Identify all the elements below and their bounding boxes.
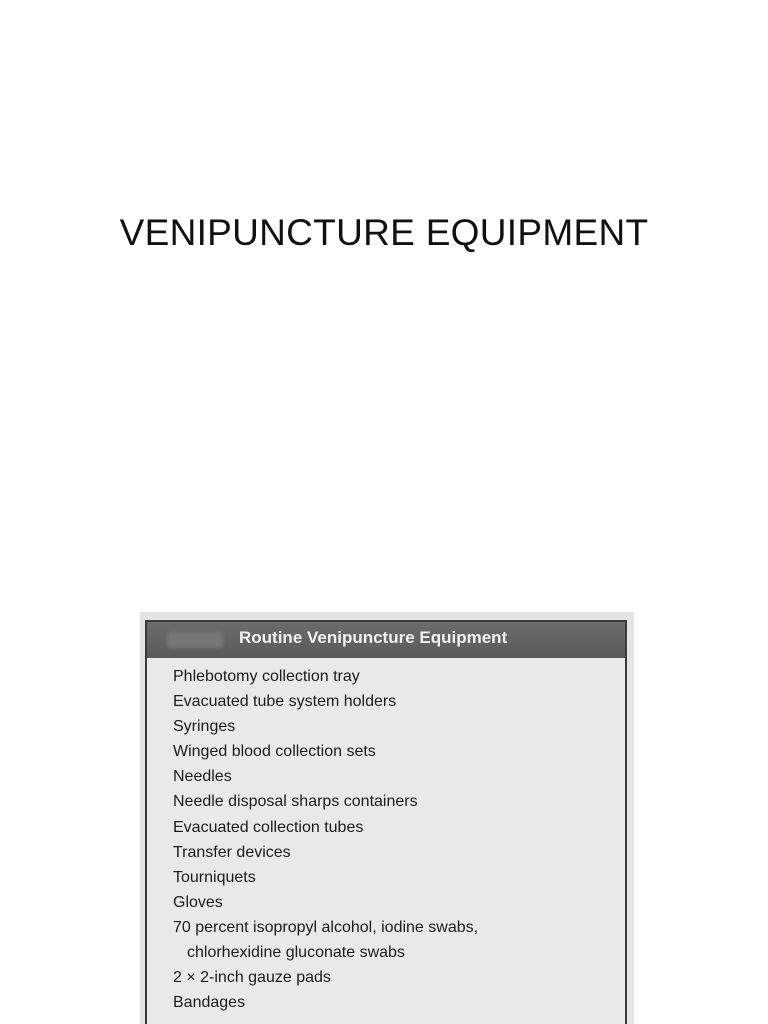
- equipment-list: [147, 658, 625, 1015]
- table-header: [147, 622, 625, 658]
- scanned-table-image: [140, 612, 634, 1024]
- list-item: 2 × 2-inch gauze pads: [173, 969, 331, 987]
- list-item: 70 percent isopropyl alcohol, iodine swabs,: [173, 918, 479, 936]
- list-item: Gloves: [173, 893, 223, 911]
- table-header-title: Routine Venipuncture Equipment: [239, 628, 508, 647]
- list-item: Phlebotomy collection tray: [173, 668, 360, 685]
- list-item: Evacuated collection tubes: [173, 818, 364, 836]
- list-item: Bandages: [173, 994, 246, 1012]
- list-item: Transfer devices: [173, 843, 291, 861]
- list-item-continuation: chlorhexidine gluconate swabs: [187, 944, 405, 962]
- list-item: Evacuated tube system holders: [173, 693, 397, 711]
- blurred-label: [167, 632, 223, 648]
- slide-title: VENIPUNCTURE EQUIPMENT: [119, 212, 649, 253]
- equipment-table: [145, 620, 627, 1024]
- list-item: Winged blood collection sets: [173, 743, 376, 761]
- list-item: Syringes: [173, 718, 236, 736]
- list-item: Needles: [173, 768, 232, 786]
- list-item: Needle disposal sharps containers: [173, 793, 418, 811]
- list-item: Tourniquets: [173, 868, 256, 886]
